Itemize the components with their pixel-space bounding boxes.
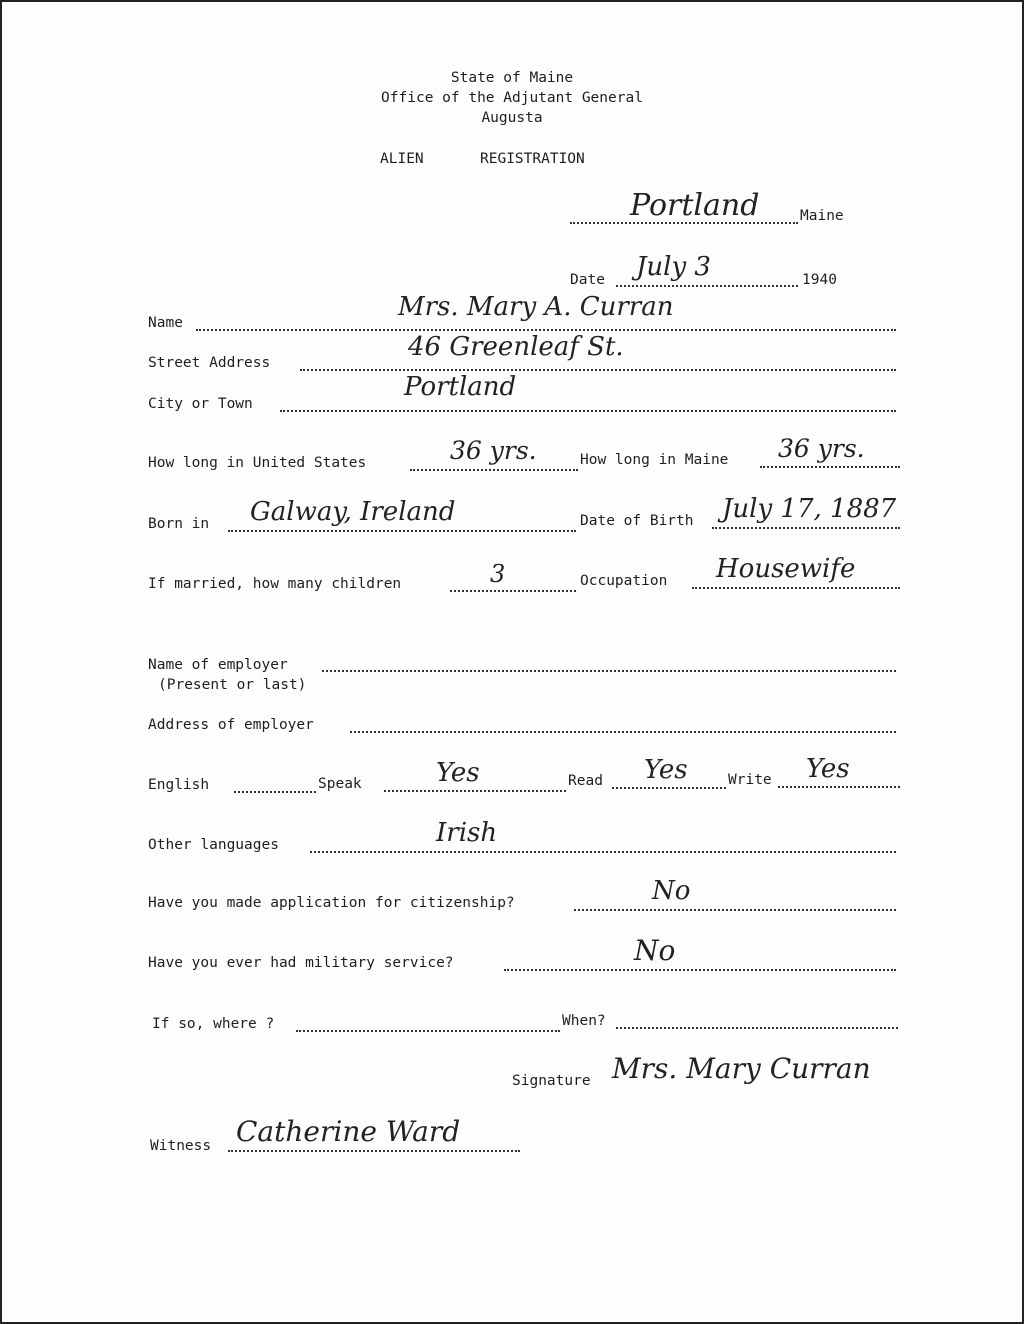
city-label: City or Town <box>148 396 253 412</box>
where-leader <box>296 1030 560 1032</box>
street-leader <box>300 369 896 371</box>
header-alien: ALIEN <box>380 151 424 167</box>
read-leader <box>612 787 726 789</box>
occupation-value: Housewife <box>716 554 856 584</box>
dob-leader <box>712 527 900 529</box>
children-value: 3 <box>490 560 506 588</box>
military-value: No <box>634 934 676 967</box>
witness-leader <box>228 1150 520 1152</box>
name-label: Name <box>148 315 183 331</box>
dob-label: Date of Birth <box>580 513 694 529</box>
employer-address-leader <box>350 731 896 733</box>
children-leader <box>450 590 576 592</box>
us-value: 36 yrs. <box>450 436 537 465</box>
witness-label: Witness <box>150 1138 212 1154</box>
read-value: Yes <box>644 755 688 785</box>
employer-address-label: Address of employer <box>148 717 314 733</box>
when-leader <box>616 1027 898 1029</box>
born-label: Born in <box>148 516 210 532</box>
citizenship-leader <box>574 909 896 911</box>
name-leader <box>196 329 896 331</box>
place-value: Portland <box>630 188 760 223</box>
date-leader <box>616 285 798 287</box>
employer-label: Name of employer <box>148 657 288 673</box>
witness-value: Catherine Ward <box>236 1115 461 1148</box>
signature-value: Mrs. Mary Curran <box>612 1052 871 1085</box>
maine-value: 36 yrs. <box>778 434 865 463</box>
speak-label: Speak <box>318 776 362 792</box>
born-leader <box>228 530 576 532</box>
city-value: Portland <box>404 372 517 402</box>
military-leader <box>504 969 896 971</box>
where-label: If so, where ? <box>152 1016 275 1032</box>
us-label: How long in United States <box>148 455 367 471</box>
date-value: July 3 <box>636 252 711 282</box>
read-label: Read <box>568 773 603 789</box>
other-languages-value: Irish <box>436 818 498 848</box>
born-value: Galway, Ireland <box>250 497 456 527</box>
maine-leader <box>760 466 900 468</box>
other-languages-label: Other languages <box>148 837 279 853</box>
english-leader <box>234 791 316 793</box>
signature-label: Signature <box>512 1073 591 1089</box>
write-leader <box>778 786 900 788</box>
citizenship-label: Have you made application for citizenship? <box>148 895 515 911</box>
street-label: Street Address <box>148 355 271 371</box>
occupation-label: Occupation <box>580 573 668 589</box>
speak-leader <box>384 790 566 792</box>
street-value: 46 Greenleaf St. <box>408 332 624 362</box>
city-leader <box>280 410 896 412</box>
header-office: Office of the Adjutant General <box>381 90 643 106</box>
when-label: When? <box>562 1013 606 1029</box>
employer-leader <box>322 670 896 672</box>
other-languages-leader <box>310 851 896 853</box>
speak-value: Yes <box>436 758 480 788</box>
maine-label: How long in Maine <box>580 452 729 468</box>
dob-value: July 17, 1887 <box>722 494 897 524</box>
employer-sublabel: (Present or last) <box>158 677 307 693</box>
citizenship-value: No <box>652 876 691 906</box>
occupation-leader <box>692 587 900 589</box>
place-suffix: Maine <box>800 208 844 224</box>
military-label: Have you ever had military service? <box>148 955 454 971</box>
header-registration: REGISTRATION <box>480 151 585 167</box>
write-label: Write <box>728 772 772 788</box>
date-year: 1940 <box>802 272 837 288</box>
english-label: English <box>148 777 210 793</box>
header-city: Augusta <box>481 110 543 126</box>
write-value: Yes <box>806 754 850 784</box>
date-label: Date <box>570 272 605 288</box>
children-label: If married, how many children <box>148 576 402 592</box>
name-value: Mrs. Mary A. Curran <box>398 292 674 322</box>
us-leader <box>410 469 578 471</box>
header-state: State of Maine <box>450 70 574 86</box>
